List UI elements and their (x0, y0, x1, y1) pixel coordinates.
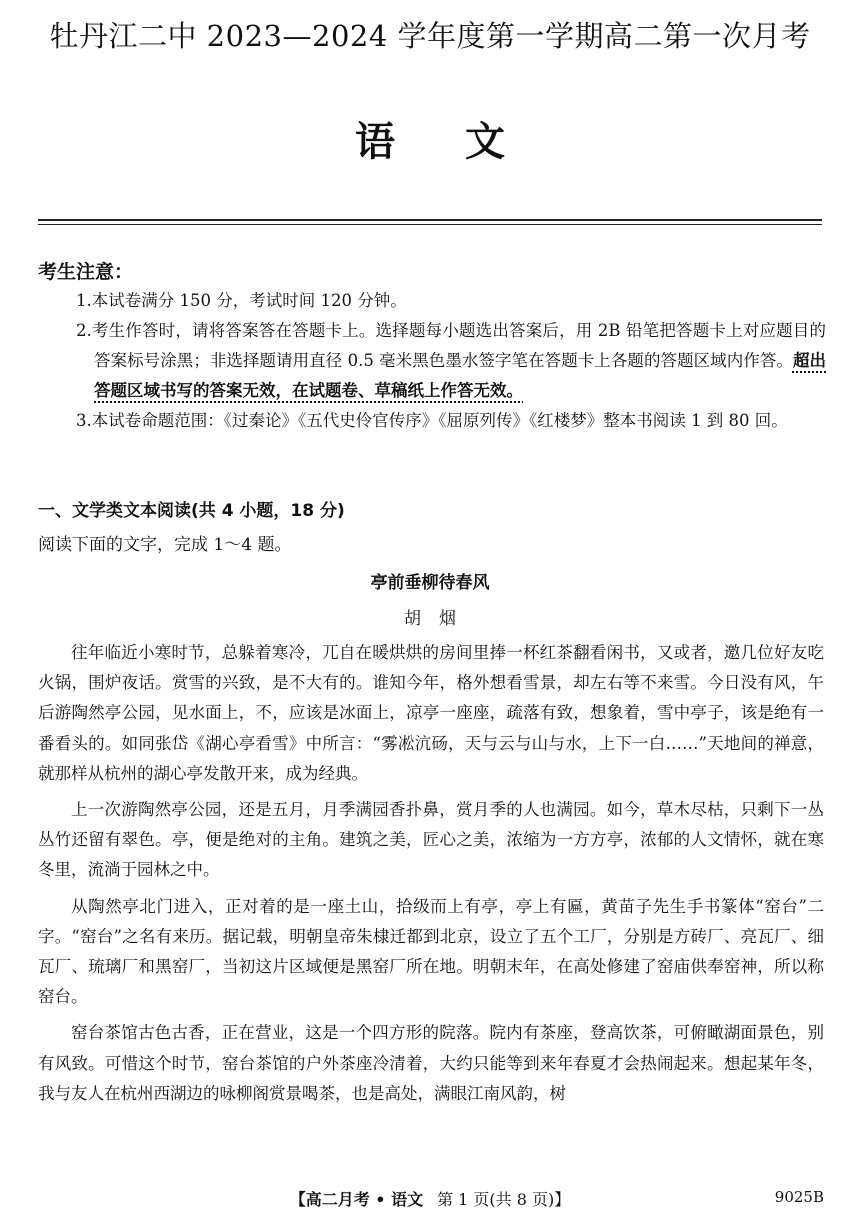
article-body (38, 638, 824, 1115)
article-paragraph: 上一次游陶然亭公园，还是五月，月季满园香扑鼻，赏月季的人也满园。如今，草木尽枯，只剩下一丛丛竹还留有翠色。亭，便是绝对的主角。建筑之美，匠心之美，浓缩为一方方亭，浓郁的人文情怀，就在寒冬里，流淌于园林之中。 (38, 800, 824, 880)
notice-item-2-emphasis: 超出答题区域书写的答案无效，在试题卷、草稿纸上作答无效。 (94, 351, 827, 400)
notice-heading: 考生注意： (38, 261, 134, 283)
footer-title: 【高二月考 • 语文 (289, 1190, 424, 1209)
article-author: 胡烟 (404, 609, 474, 629)
notice-item-2 (38, 316, 826, 406)
article-title: 亭前垂柳待春风 (370, 573, 490, 593)
article-paragraph: 从陶然亭北门进入，正对着的是一座土山，拾级而上有亭，亭上有匾，黄苗子先生手书篆体“窑台”二字。“窑台”之名有来历。据记载，明朝皇帝朱棣迁都到北京，设立了五个工厂，分别是方砖厂、亮瓦厂、细瓦厂、琉璃厂和黑窑厂，当初这片区域便是黑窑厂所在地。明朝末年，在高处修建了窑庙供奉窑神，所以称窑台。 (38, 896, 824, 1007)
article-paragraph: 往年临近小寒时节，总躲着寒冷，兀自在暖烘烘的房间里捧一杯红茶翻看闲书，又或者，邀几位好友吃火锅，围炉夜话。赏雪的兴致，是不大有的。谁知今年，格外想看雪景，却左右等不来雪。今日没有风，午后游陶然亭公园，见水面上，不，应该是冰面上，凉亭一座座，疏落有致，想象着，雪中亭子，该是绝有一番看头的。如同张岱《湖心亭看雪》中所言：“雾凇沆砀，天与云与山与水，上下一白……”天地间的禅意，就那样从杭州的湖心亭发散开来，成为经典。 (38, 643, 824, 783)
notice-item-3: 3.本试卷命题范围：《过秦论》《五代史伶官传序》《屈原列传》《红楼梦》整本书阅读 1 到 80 回。 (76, 411, 788, 430)
section-instruction: 阅读下面的文字，完成 1～4 题。 (38, 535, 292, 555)
notice-item-1: 1.本试卷满分 150 分，考试时间 120 分钟。 (76, 291, 407, 310)
notice-item-2-text: 2.考生作答时，请将答案答在答题卡上。选择题每小题选出答案后，用 2B 铅笔把答题卡上对应题目的答案标号涂黑；非选择题请用直径 0.5 毫米黑色墨水签字笔在答题卡上各题的答题区域内作答。 (76, 321, 826, 370)
paper-code: 9025B (774, 1188, 824, 1206)
header-rule-thick (38, 219, 822, 221)
header-rule-thin (38, 224, 822, 225)
exam-title: 牡丹江二中 2023—2024 学年度第一学期高二第一次月考 (49, 19, 811, 53)
notice-list (38, 286, 826, 436)
article-paragraph: 窑台茶馆古色古香，正在营业，这是一个四方形的院落。院内有茶座，登高饮茶，可俯瞰湖面景色，别有风致。可惜这个时节，窑台茶馆的户外茶座冷清着，大约只能等到来年春夏才会热闹起来。想起某年冬，我与友人在杭州西湖边的咏柳阁赏景喝茶，也是高处，满眼江南风韵，树 (38, 1023, 824, 1103)
footer-page-number: 第 1 页(共 8 页)】 (437, 1190, 571, 1209)
subject-title: 语文 (355, 119, 575, 165)
page-footer (0, 1187, 860, 1210)
section-heading: 一、文学类文本阅读(共 4 小题，18 分) (38, 501, 345, 521)
